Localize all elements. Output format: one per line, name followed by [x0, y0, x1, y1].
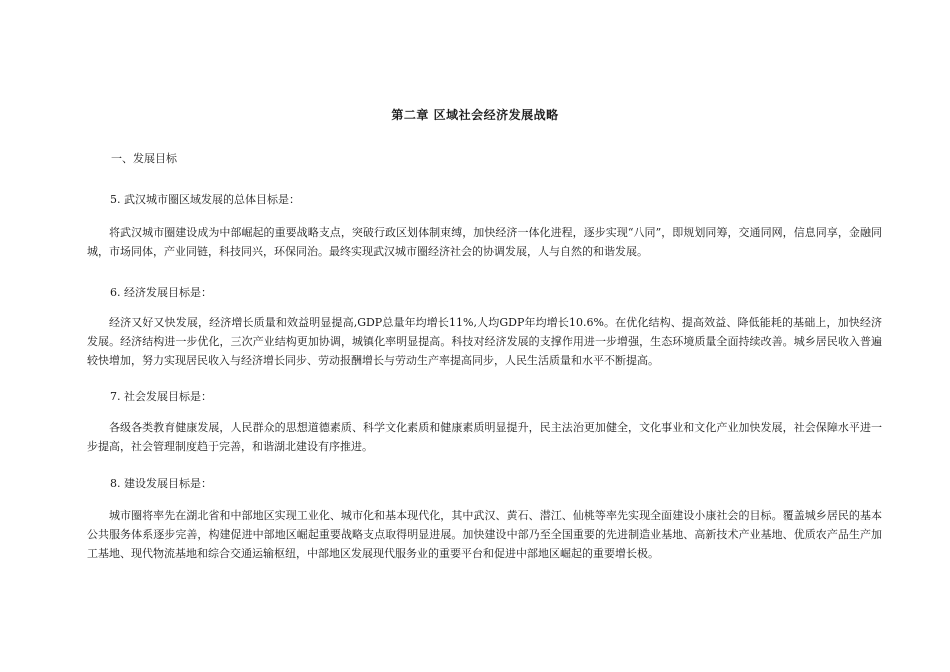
item-paragraph-8: 城市圈将率先在湖北省和中部地区实现工业化、城市化和基本现代化，其中武汉、黄石、潜江、仙桃等率先实现全面建设小康社会的目标。覆盖城乡居民的基本公共服务体系逐步完善，构建促进中部地区崛起重要战略支点取得明显进展。加快建设中部乃至全国重要的先进制造业基地、高新技术产业基地、优质农产品生产加工基地、现代物流基地和综合交通运输枢纽，中部地区发展现代服务业的重要平台和促进中部地区崛起的重要增长极。 [87, 509, 882, 560]
item-paragraph-7: 各级各类教育健康发展，人民群众的思想道德素质、科学文化素质和健康素质明显提升，民主法治更加健全，文化事业和文化产业加快发展，社会保障水平进一步提高，社会管理制度趋于完善，和谐湖北建设有序推进。 [87, 421, 882, 453]
item-heading-5: 5. 武汉城市圈区域发展的总体目标是： [110, 193, 300, 206]
item-heading-6: 6. 经济发展目标是： [110, 286, 212, 299]
item-paragraph-5: 将武汉城市圈建设成为中部崛起的重要战略支点，突破行政区划体制束缚，加快经济一体化进程，逐步实现“八同”，即规划同筹，交通同网，信息同享，金融同城，市场同体，产业同链，科技同兴，环保同治。最终实现武汉城市圈经济社会的协调发展，人与自然的和谐发展。 [87, 226, 882, 258]
item-paragraph-6: 经济又好又快发展，经济增长质量和效益明显提高,GDP总量年均增长11%,人均GDP年均增长10.6%。在优化结构、提高效益、降低能耗的基础上，加快经济发展。经济结构进一步优化，三次产业结构更加协调，城镇化率明显提高。科技对经济发展的支撑作用进一步增强，生态环境质量全面持续改善。城乡居民收入普遍较快增加，努力实现居民收入与经济增长同步、劳动报酬增长与劳动生产率提高同步，人民生活质量和水平不断提高。 [87, 316, 882, 367]
item-heading-8: 8. 建设发展目标是： [110, 477, 212, 490]
chapter-title: 第二章 区域社会经济发展战略 [391, 108, 559, 122]
item-heading-7: 7. 社会发展目标是： [110, 390, 212, 403]
section-heading: 一、发展目标 [111, 152, 177, 165]
